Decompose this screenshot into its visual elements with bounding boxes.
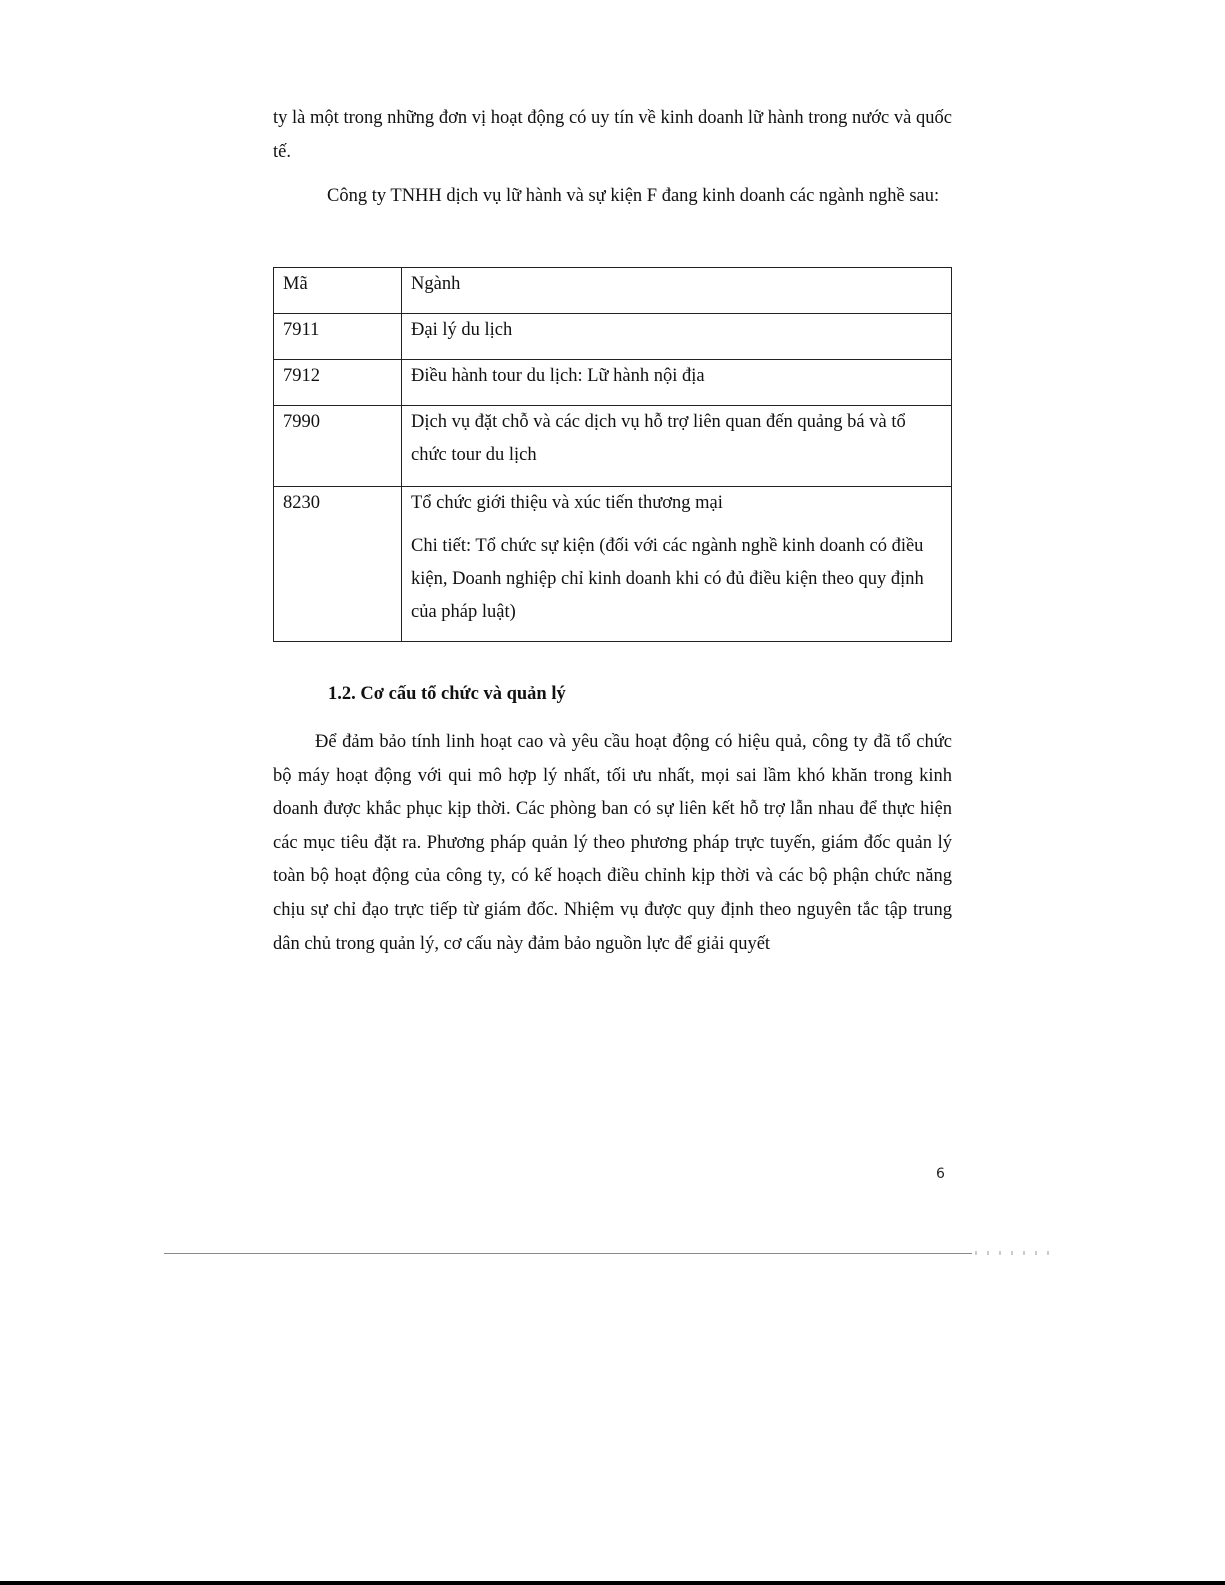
page-divider: [164, 1253, 972, 1254]
bottom-edge-bar: [0, 1581, 1225, 1585]
code-cell: 8230: [274, 487, 402, 642]
page-divider-dots: [975, 1251, 1055, 1255]
page-number: 6: [936, 1166, 945, 1182]
header-code-cell: Mã: [274, 268, 402, 314]
table-row: [274, 314, 952, 360]
code-cell: 7990: [274, 406, 402, 487]
paragraph-business-lines: Công ty TNHH dịch vụ lữ hành và sự kiện F đang kinh doanh các ngành nghề sau:: [327, 186, 940, 206]
sector-cell: Dịch vụ đặt chỗ và các dịch vụ hỗ trợ liên quan đến quảng bá và tổ chức tour du lịch: [402, 406, 952, 487]
table-header-row: [274, 268, 952, 314]
business-sector-table: [273, 267, 952, 642]
table-row: [274, 360, 952, 406]
paragraph-structure: Để đảm bảo tính linh hoạt cao và yêu cầu hoạt động có hiệu quả, công ty đã tổ chức bộ máy hoạt động với qui mô hợp lý nhất, tối ưu nhất, mọi sai lầm khó khăn trong kinh doanh được khắc phục kịp thời. Các phòng ban có sự liên kết hỗ trợ lẫn nhau để thực hiện các mục tiêu đặt ra. Phương pháp quản lý theo phương pháp trực tuyến, giám đốc quản lý toàn bộ hoạt động của công ty, có kế hoạch điều chỉnh kịp thời và các bộ phận chức năng chịu sự chỉ đạo trực tiếp từ giám đốc. Nhiệm vụ được quy định theo nguyên tắc tập trung dân chủ trong quản lý, cơ cấu này đảm bảo nguồn lực để giải quyết: [273, 732, 952, 954]
sector-text: Tổ chức giới thiệu và xúc tiến thương mại: [411, 493, 723, 513]
table-row: [274, 406, 952, 487]
paragraph-intro: ty là một trong những đơn vị hoạt động có uy tín về kinh doanh lữ hành trong nước và quốc tế.: [273, 108, 952, 162]
section-heading: 1.2. Cơ cấu tổ chức và quản lý: [328, 684, 566, 704]
code-cell: 7912: [274, 360, 402, 406]
sector-cell: Đại lý du lịch: [402, 314, 952, 360]
header-sector-cell: Ngành: [402, 268, 952, 314]
sector-cell: [402, 487, 952, 642]
code-cell: 7911: [274, 314, 402, 360]
sector-cell: Điều hành tour du lịch: Lữ hành nội địa: [402, 360, 952, 406]
table-row: [274, 487, 952, 642]
sector-detail: Chi tiết: Tổ chức sự kiện (đối với các ngành nghề kinh doanh có điều kiện, Doanh nghiệp chỉ kinh doanh khi có đủ điều kiện theo quy định của pháp luật): [411, 536, 924, 622]
